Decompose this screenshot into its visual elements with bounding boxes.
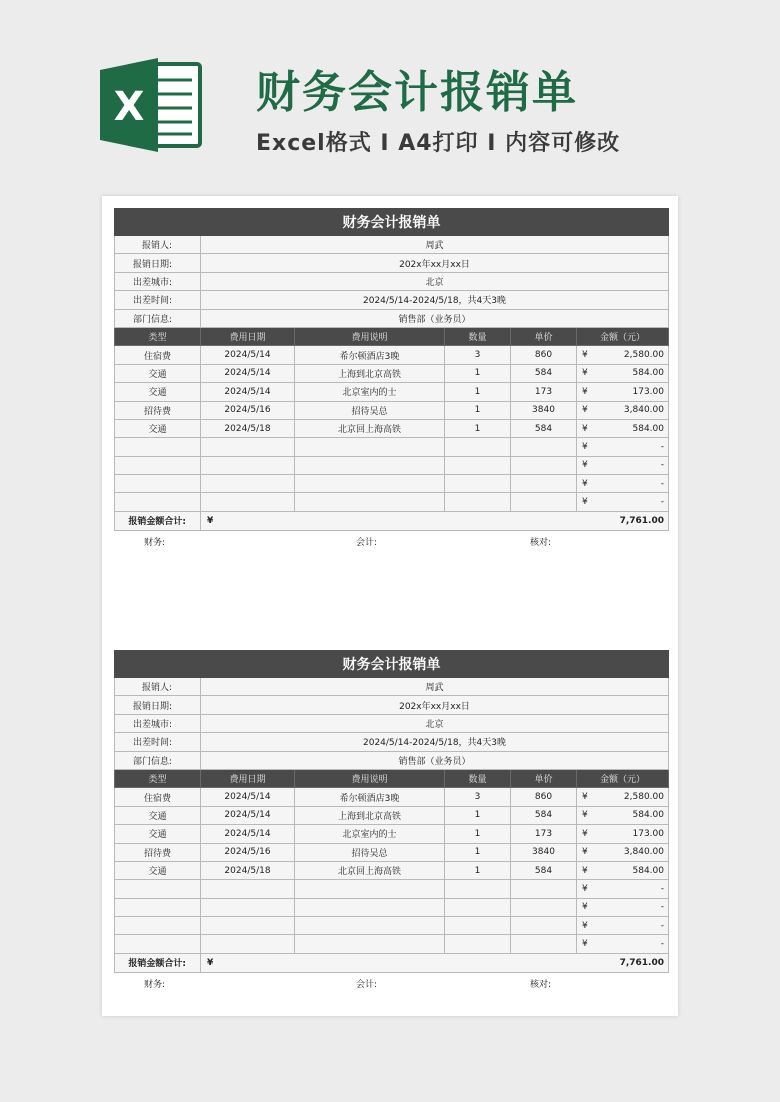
cell-price[interactable] bbox=[511, 493, 577, 511]
cell-type[interactable]: 交通 bbox=[115, 861, 201, 879]
cell-price[interactable]: 173 bbox=[511, 383, 577, 401]
page-title: 财务会计报销单 bbox=[256, 67, 578, 118]
amount-value: 173.00 bbox=[632, 386, 664, 397]
table-row bbox=[115, 806, 669, 824]
column-header: 费用说明 bbox=[295, 327, 445, 345]
amount-value: 584.00 bbox=[632, 865, 664, 876]
cell-date[interactable] bbox=[201, 898, 295, 916]
cell-date[interactable]: 2024/5/18 bbox=[201, 861, 295, 879]
cell-date[interactable]: 2024/5/14 bbox=[201, 364, 295, 382]
column-header: 单价 bbox=[511, 769, 577, 787]
cell-amount[interactable] bbox=[577, 806, 669, 824]
yen-symbol: ¥ bbox=[582, 828, 588, 839]
table-row bbox=[115, 383, 669, 401]
info-label: 部门信息: bbox=[115, 751, 201, 769]
cell-type[interactable]: 交通 bbox=[115, 806, 201, 824]
cell-quantity[interactable]: 1 bbox=[445, 364, 511, 382]
table-row bbox=[115, 346, 669, 364]
cell-description[interactable] bbox=[295, 438, 445, 456]
amount-value: - bbox=[660, 460, 664, 471]
cell-price[interactable]: 860 bbox=[511, 346, 577, 364]
info-row bbox=[115, 309, 669, 327]
cell-type[interactable]: 住宿费 bbox=[115, 346, 201, 364]
cell-quantity[interactable]: 3 bbox=[445, 788, 511, 806]
yen-symbol: ¥ bbox=[582, 478, 588, 489]
amount-value: 173.00 bbox=[632, 828, 664, 839]
cell-amount[interactable] bbox=[577, 419, 669, 437]
info-value[interactable]: 北京 bbox=[201, 714, 669, 732]
cell-quantity[interactable] bbox=[445, 898, 511, 916]
info-row bbox=[115, 678, 669, 696]
cell-quantity[interactable]: 1 bbox=[445, 861, 511, 879]
yen-symbol: ¥ bbox=[582, 902, 588, 913]
column-header: 类型 bbox=[115, 769, 201, 787]
cell-amount[interactable] bbox=[577, 438, 669, 456]
sheet-title: 财务会计报销单 bbox=[115, 209, 669, 236]
table-row bbox=[115, 935, 669, 953]
amount-value: 3,840.00 bbox=[623, 847, 664, 858]
cell-description[interactable] bbox=[295, 456, 445, 474]
amount-value: 584.00 bbox=[632, 368, 664, 379]
total-row bbox=[115, 511, 669, 530]
amount-value: - bbox=[660, 883, 664, 894]
signature-checker: 核对: bbox=[530, 979, 552, 990]
table-row bbox=[115, 825, 669, 843]
table-row bbox=[115, 861, 669, 879]
cell-description[interactable]: 上海到北京高铁 bbox=[295, 806, 445, 824]
cell-description[interactable]: 北京回上海高铁 bbox=[295, 861, 445, 879]
cell-price[interactable]: 173 bbox=[511, 825, 577, 843]
cell-amount[interactable] bbox=[577, 475, 669, 493]
cell-amount[interactable] bbox=[577, 383, 669, 401]
cell-type[interactable] bbox=[115, 475, 201, 493]
yen-symbol: ¥ bbox=[582, 386, 588, 397]
cell-type[interactable]: 交通 bbox=[115, 825, 201, 843]
cell-amount[interactable] bbox=[577, 401, 669, 419]
cell-type[interactable]: 住宿费 bbox=[115, 788, 201, 806]
info-row bbox=[115, 696, 669, 714]
cell-date[interactable]: 2024/5/16 bbox=[201, 843, 295, 861]
yen-symbol: ¥ bbox=[582, 368, 588, 379]
sheet-title: 财务会计报销单 bbox=[115, 651, 669, 678]
info-label: 出差城市: bbox=[115, 272, 201, 290]
cell-price[interactable] bbox=[511, 935, 577, 953]
cell-date[interactable]: 2024/5/18 bbox=[201, 419, 295, 437]
cell-amount[interactable] bbox=[577, 880, 669, 898]
cell-type[interactable]: 交通 bbox=[115, 364, 201, 382]
cell-date[interactable] bbox=[201, 456, 295, 474]
yen-symbol: ¥ bbox=[582, 460, 588, 471]
cell-quantity[interactable] bbox=[445, 880, 511, 898]
column-header-row bbox=[115, 327, 669, 345]
cell-quantity[interactable]: 1 bbox=[445, 843, 511, 861]
svg-text:X: X bbox=[113, 84, 145, 130]
cell-price[interactable] bbox=[511, 475, 577, 493]
expense-table bbox=[114, 650, 669, 973]
info-label: 报销人: bbox=[115, 678, 201, 696]
cell-amount[interactable] bbox=[577, 843, 669, 861]
amount-value: - bbox=[660, 441, 664, 452]
cell-date[interactable]: 2024/5/14 bbox=[201, 825, 295, 843]
amount-value: - bbox=[660, 478, 664, 489]
total-amount: 7,761.00 bbox=[619, 957, 664, 968]
cell-price[interactable] bbox=[511, 456, 577, 474]
cell-description[interactable] bbox=[295, 917, 445, 935]
signature-checker: 核对: bbox=[530, 537, 552, 548]
cell-description[interactable]: 北京室内的士 bbox=[295, 825, 445, 843]
cell-price[interactable] bbox=[511, 917, 577, 935]
amount-value: 584.00 bbox=[632, 810, 664, 821]
cell-price[interactable] bbox=[511, 898, 577, 916]
amount-value: 3,840.00 bbox=[623, 405, 664, 416]
cell-type[interactable]: 招待费 bbox=[115, 843, 201, 861]
table-row bbox=[115, 788, 669, 806]
cell-quantity[interactable]: 1 bbox=[445, 401, 511, 419]
table-row bbox=[115, 917, 669, 935]
cell-amount[interactable] bbox=[577, 346, 669, 364]
info-value[interactable]: 2024/5/14-2024/5/18，共4天3晚 bbox=[201, 733, 669, 751]
cell-description[interactable]: 希尔顿酒店3晚 bbox=[295, 346, 445, 364]
cell-date[interactable]: 2024/5/14 bbox=[201, 806, 295, 824]
amount-value: 2,580.00 bbox=[623, 792, 664, 803]
cell-description[interactable]: 招待吴总 bbox=[295, 843, 445, 861]
cell-quantity[interactable] bbox=[445, 935, 511, 953]
expense-table bbox=[114, 208, 669, 531]
yen-symbol: ¥ bbox=[582, 497, 588, 508]
signature-accountant: 会计: bbox=[356, 537, 378, 548]
amount-value: 584.00 bbox=[632, 423, 664, 434]
column-header: 单价 bbox=[511, 327, 577, 345]
total-amount: 7,761.00 bbox=[619, 515, 664, 526]
yen-symbol: ¥ bbox=[582, 939, 588, 950]
cell-date[interactable] bbox=[201, 917, 295, 935]
column-header: 类型 bbox=[115, 327, 201, 345]
cell-price[interactable]: 584 bbox=[511, 364, 577, 382]
column-header: 费用日期 bbox=[201, 769, 295, 787]
cell-amount[interactable] bbox=[577, 788, 669, 806]
yen-symbol: ¥ bbox=[582, 810, 588, 821]
cell-date[interactable] bbox=[201, 438, 295, 456]
column-header: 数量 bbox=[445, 327, 511, 345]
info-label: 报销日期: bbox=[115, 254, 201, 272]
yen-symbol: ¥ bbox=[582, 865, 588, 876]
info-label: 报销人: bbox=[115, 236, 201, 254]
info-label: 报销日期: bbox=[115, 696, 201, 714]
cell-type[interactable] bbox=[115, 493, 201, 511]
signature-row bbox=[114, 531, 668, 549]
info-value[interactable]: 周武 bbox=[201, 236, 669, 254]
page-subtitle: Excel格式 I A4打印 I 内容可修改 bbox=[256, 131, 621, 156]
cell-amount[interactable] bbox=[577, 456, 669, 474]
yen-symbol: ¥ bbox=[582, 405, 588, 416]
cell-quantity[interactable] bbox=[445, 438, 511, 456]
cell-description[interactable] bbox=[295, 935, 445, 953]
yen-symbol: ¥ bbox=[207, 957, 214, 968]
cell-type[interactable] bbox=[115, 456, 201, 474]
signature-row bbox=[114, 973, 668, 991]
cell-date[interactable]: 2024/5/14 bbox=[201, 383, 295, 401]
cell-price[interactable]: 584 bbox=[511, 806, 577, 824]
info-value[interactable]: 北京 bbox=[201, 272, 669, 290]
cell-price[interactable]: 584 bbox=[511, 419, 577, 437]
cell-quantity[interactable]: 3 bbox=[445, 346, 511, 364]
info-row bbox=[115, 733, 669, 751]
info-value[interactable]: 202x年xx月xx日 bbox=[201, 696, 669, 714]
signature-finance: 财务: bbox=[144, 537, 166, 548]
cell-description[interactable]: 上海到北京高铁 bbox=[295, 364, 445, 382]
info-row bbox=[115, 272, 669, 290]
cell-date[interactable] bbox=[201, 493, 295, 511]
table-row bbox=[115, 843, 669, 861]
cell-price[interactable]: 3840 bbox=[511, 843, 577, 861]
column-header: 费用说明 bbox=[295, 769, 445, 787]
cell-quantity[interactable] bbox=[445, 493, 511, 511]
cell-amount[interactable] bbox=[577, 861, 669, 879]
cell-price[interactable]: 3840 bbox=[511, 401, 577, 419]
info-row bbox=[115, 236, 669, 254]
total-value[interactable] bbox=[201, 511, 669, 530]
column-header: 费用日期 bbox=[201, 327, 295, 345]
cell-amount[interactable] bbox=[577, 898, 669, 916]
column-header: 数量 bbox=[445, 769, 511, 787]
cell-quantity[interactable] bbox=[445, 456, 511, 474]
cell-date[interactable] bbox=[201, 475, 295, 493]
signature-finance: 财务: bbox=[144, 979, 166, 990]
page-header bbox=[0, 0, 780, 180]
cell-type[interactable] bbox=[115, 917, 201, 935]
info-value[interactable]: 销售部（业务员） bbox=[201, 309, 669, 327]
cell-quantity[interactable]: 1 bbox=[445, 383, 511, 401]
table-row bbox=[115, 438, 669, 456]
cell-amount[interactable] bbox=[577, 917, 669, 935]
print-page bbox=[102, 196, 678, 1016]
cell-quantity[interactable]: 1 bbox=[445, 806, 511, 824]
info-label: 出差城市: bbox=[115, 714, 201, 732]
cell-amount[interactable] bbox=[577, 364, 669, 382]
cell-date[interactable] bbox=[201, 935, 295, 953]
cell-description[interactable]: 北京回上海高铁 bbox=[295, 419, 445, 437]
cell-description[interactable] bbox=[295, 493, 445, 511]
yen-symbol: ¥ bbox=[582, 792, 588, 803]
total-value[interactable] bbox=[201, 953, 669, 972]
info-label: 出差时间: bbox=[115, 733, 201, 751]
info-row bbox=[115, 751, 669, 769]
signature-accountant: 会计: bbox=[356, 979, 378, 990]
cell-amount[interactable] bbox=[577, 493, 669, 511]
cell-date[interactable]: 2024/5/14 bbox=[201, 346, 295, 364]
cell-date[interactable]: 2024/5/16 bbox=[201, 401, 295, 419]
table-row bbox=[115, 493, 669, 511]
info-value[interactable]: 周武 bbox=[201, 678, 669, 696]
info-label: 出差时间: bbox=[115, 291, 201, 309]
cell-date[interactable] bbox=[201, 880, 295, 898]
total-row bbox=[115, 953, 669, 972]
cell-type[interactable] bbox=[115, 880, 201, 898]
cell-description[interactable] bbox=[295, 898, 445, 916]
info-row bbox=[115, 714, 669, 732]
cell-description[interactable] bbox=[295, 475, 445, 493]
table-row bbox=[115, 419, 669, 437]
amount-value: 2,580.00 bbox=[623, 350, 664, 361]
table-row bbox=[115, 401, 669, 419]
cell-price[interactable]: 584 bbox=[511, 861, 577, 879]
table-row bbox=[115, 364, 669, 382]
cell-type[interactable]: 交通 bbox=[115, 383, 201, 401]
info-label: 部门信息: bbox=[115, 309, 201, 327]
table-row bbox=[115, 475, 669, 493]
cell-quantity[interactable]: 1 bbox=[445, 419, 511, 437]
yen-symbol: ¥ bbox=[582, 847, 588, 858]
yen-symbol: ¥ bbox=[582, 441, 588, 452]
yen-symbol: ¥ bbox=[582, 883, 588, 894]
column-header: 金额（元） bbox=[577, 327, 669, 345]
info-row bbox=[115, 291, 669, 309]
amount-value: - bbox=[660, 497, 664, 508]
cell-amount[interactable] bbox=[577, 825, 669, 843]
yen-symbol: ¥ bbox=[207, 515, 214, 526]
amount-value: - bbox=[660, 939, 664, 950]
info-value[interactable]: 销售部（业务员） bbox=[201, 751, 669, 769]
cell-price[interactable] bbox=[511, 880, 577, 898]
info-value[interactable]: 202x年xx月xx日 bbox=[201, 254, 669, 272]
cell-quantity[interactable] bbox=[445, 917, 511, 935]
cell-amount[interactable] bbox=[577, 935, 669, 953]
column-header: 金额（元） bbox=[577, 769, 669, 787]
total-label: 报销金额合计: bbox=[115, 953, 201, 972]
yen-symbol: ¥ bbox=[582, 920, 588, 931]
yen-symbol: ¥ bbox=[582, 423, 588, 434]
table-row bbox=[115, 880, 669, 898]
total-label: 报销金额合计: bbox=[115, 511, 201, 530]
cell-type[interactable] bbox=[115, 438, 201, 456]
cell-type[interactable]: 交通 bbox=[115, 419, 201, 437]
cell-description[interactable]: 北京室内的士 bbox=[295, 383, 445, 401]
yen-symbol: ¥ bbox=[582, 350, 588, 361]
cell-price[interactable] bbox=[511, 438, 577, 456]
cell-description[interactable]: 招待吴总 bbox=[295, 401, 445, 419]
excel-logo-icon bbox=[100, 58, 204, 152]
amount-value: - bbox=[660, 902, 664, 913]
expense-sheet bbox=[114, 650, 668, 991]
cell-type[interactable] bbox=[115, 935, 201, 953]
cell-date[interactable]: 2024/5/14 bbox=[201, 788, 295, 806]
cell-type[interactable]: 招待费 bbox=[115, 401, 201, 419]
cell-type[interactable] bbox=[115, 898, 201, 916]
cell-quantity[interactable]: 1 bbox=[445, 825, 511, 843]
cell-quantity[interactable] bbox=[445, 475, 511, 493]
cell-price[interactable]: 860 bbox=[511, 788, 577, 806]
info-row bbox=[115, 254, 669, 272]
cell-description[interactable]: 希尔顿酒店3晚 bbox=[295, 788, 445, 806]
amount-value: - bbox=[660, 920, 664, 931]
info-value[interactable]: 2024/5/14-2024/5/18，共4天3晚 bbox=[201, 291, 669, 309]
cell-description[interactable] bbox=[295, 880, 445, 898]
expense-sheet bbox=[114, 208, 668, 549]
column-header-row bbox=[115, 769, 669, 787]
table-row bbox=[115, 898, 669, 916]
table-row bbox=[115, 456, 669, 474]
